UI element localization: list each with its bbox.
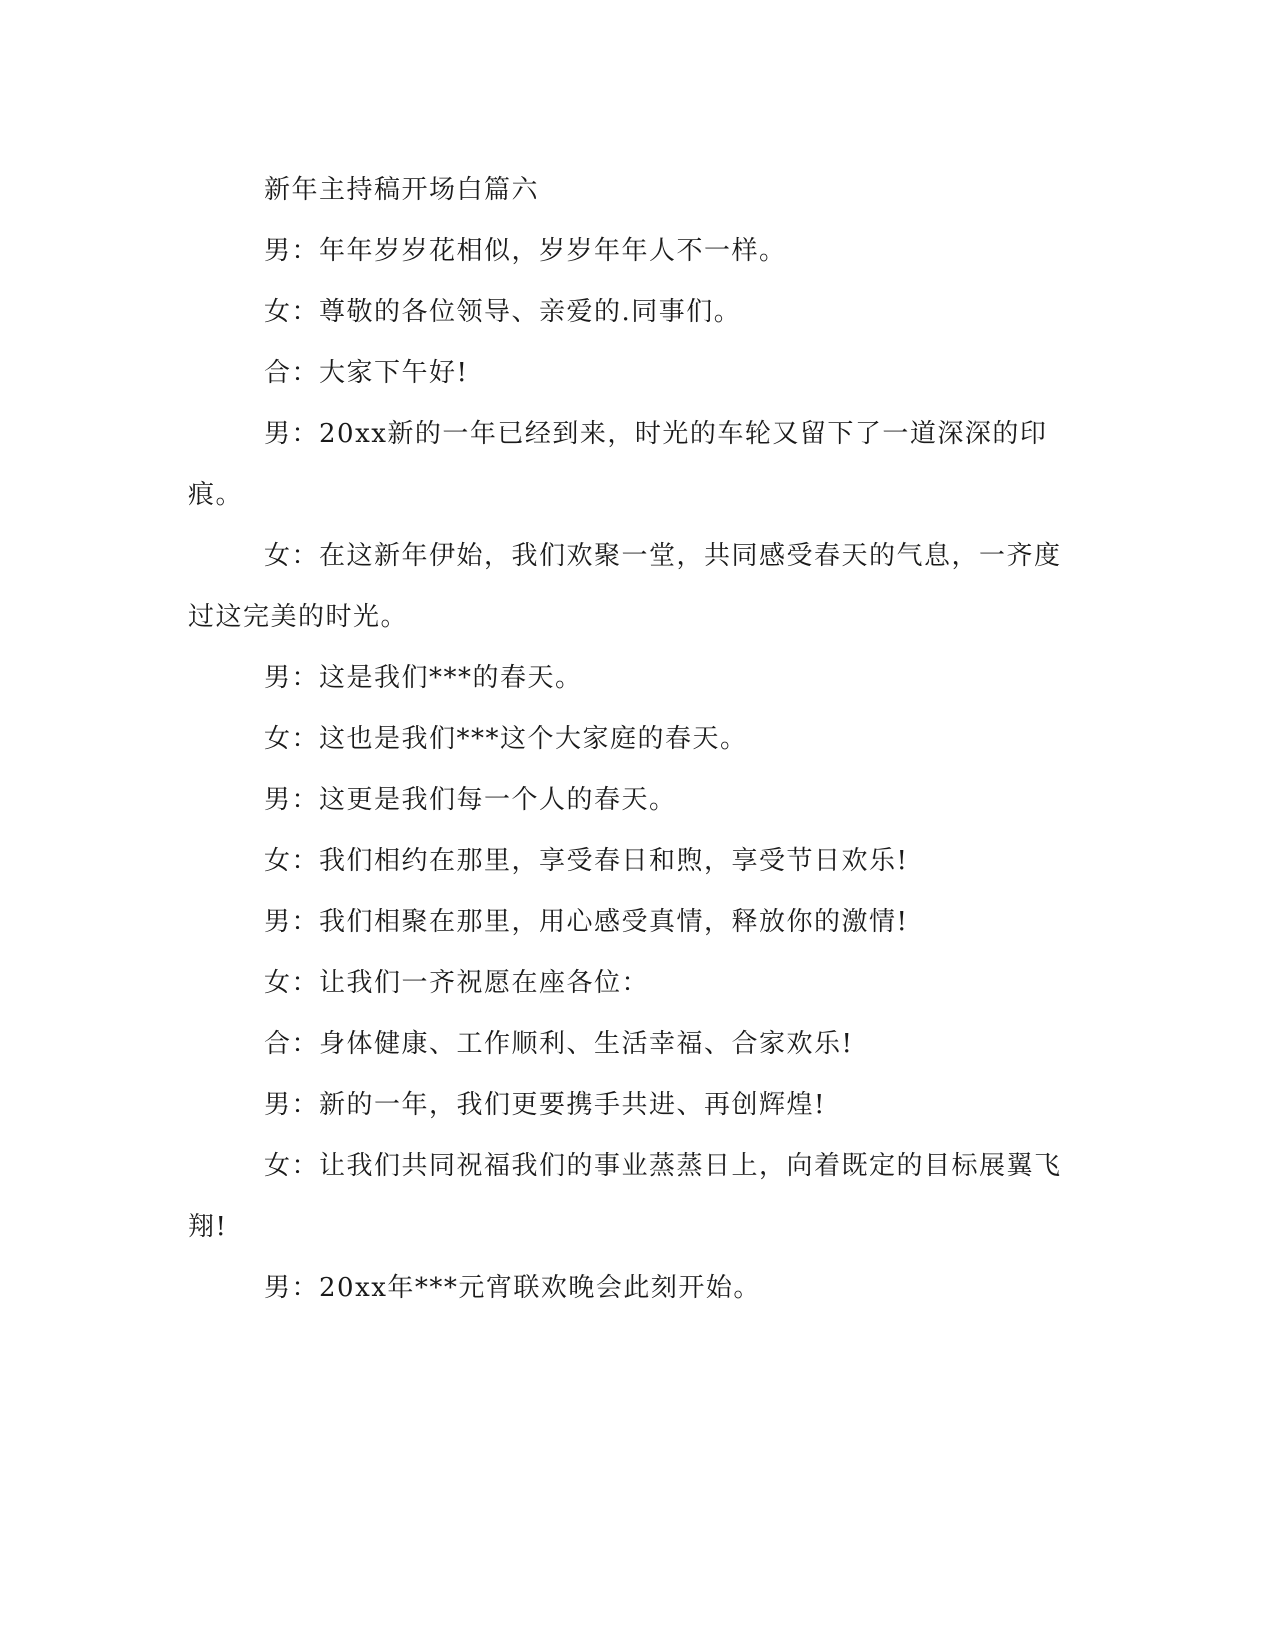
paragraph-14: 女：让我们共同祝福我们的事业蒸蒸日上，向着既定的目标展翼飞翔!	[188, 1151, 1062, 1242]
paragraph-2: 女：尊敬的各位领导、亲爱的.同事们。	[264, 297, 742, 327]
document-title: 新年主持稿开场白篇六	[264, 175, 540, 205]
paragraph-1: 男：年年岁岁花相似，岁岁年年人不一样。	[264, 236, 787, 266]
paragraph-3: 合：大家下午好!	[264, 358, 469, 388]
paragraph-5: 女：在这新年伊始，我们欢聚一堂，共同感受春天的气息，一齐度过这完美的时光。	[188, 541, 1062, 632]
paragraph-11: 女：让我们一齐祝愿在座各位：	[264, 968, 650, 998]
paragraph-12: 合：身体健康、工作顺利、生活幸福、合家欢乐!	[264, 1029, 854, 1059]
paragraph-13: 男：新的一年，我们更要携手共进、再创辉煌!	[264, 1090, 826, 1120]
paragraph-7: 女：这也是我们***这个大家庭的春天。	[264, 724, 748, 754]
paragraph-8: 男：这更是我们每一个人的春天。	[264, 785, 677, 815]
paragraph-4: 男：20xx新的一年已经到来，时光的车轮又留下了一道深深的印痕。	[188, 419, 1048, 510]
document-body	[188, 160, 1088, 1319]
paragraph-9: 女：我们相约在那里，享受春日和煦，享受节日欢乐!	[264, 846, 909, 876]
paragraph-15: 男：20xx年***元宵联欢晚会此刻开始。	[264, 1273, 761, 1303]
paragraph-6: 男：这是我们***的春天。	[264, 663, 583, 693]
paragraph-10: 男：我们相聚在那里，用心感受真情，释放你的激情!	[264, 907, 909, 937]
